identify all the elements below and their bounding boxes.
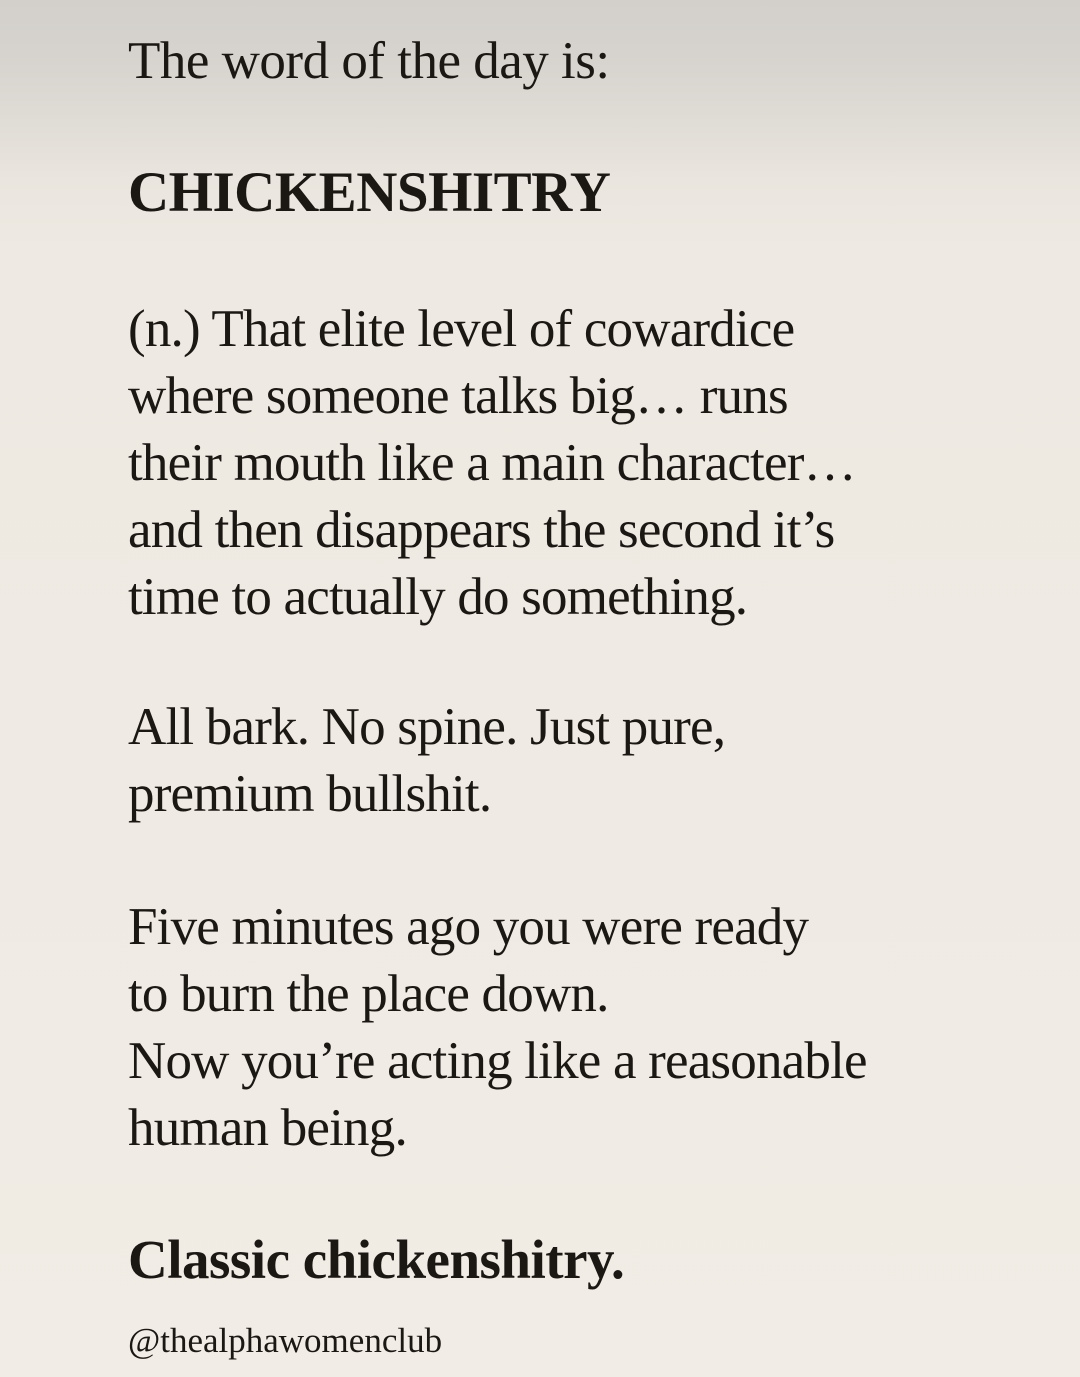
definition-line-1: (n.) That elite level of cowardice xyxy=(128,300,795,358)
definition-line-2: where someone talks big… runs xyxy=(128,367,788,425)
definition-line-5: time to actually do something. xyxy=(128,568,748,626)
definition-line-3: their mouth like a main character… xyxy=(128,434,856,492)
intro-line: The word of the day is: xyxy=(128,32,610,90)
all-bark-paragraph xyxy=(128,694,725,828)
definition-line-4: and then disappears the second it’s xyxy=(128,501,835,559)
all-bark-line-2: premium bullshit. xyxy=(128,765,492,823)
five-minutes-line-1: Five minutes ago you were ready xyxy=(128,898,809,956)
definition-paragraph xyxy=(128,296,856,631)
five-minutes-line-4: human being. xyxy=(128,1099,407,1157)
five-minutes-paragraph xyxy=(128,894,867,1162)
all-bark-line-1: All bark. No spine. Just pure, xyxy=(128,698,726,756)
conclusion-line: Classic chickenshitry. xyxy=(128,1229,625,1290)
five-minutes-line-2: to burn the place down. xyxy=(128,965,609,1023)
five-minutes-line-3: Now you’re acting like a reasonable xyxy=(128,1032,867,1090)
word-of-day-title: CHICKENSHITRY xyxy=(128,161,611,224)
account-handle: @thealphawomenclub xyxy=(128,1321,443,1360)
